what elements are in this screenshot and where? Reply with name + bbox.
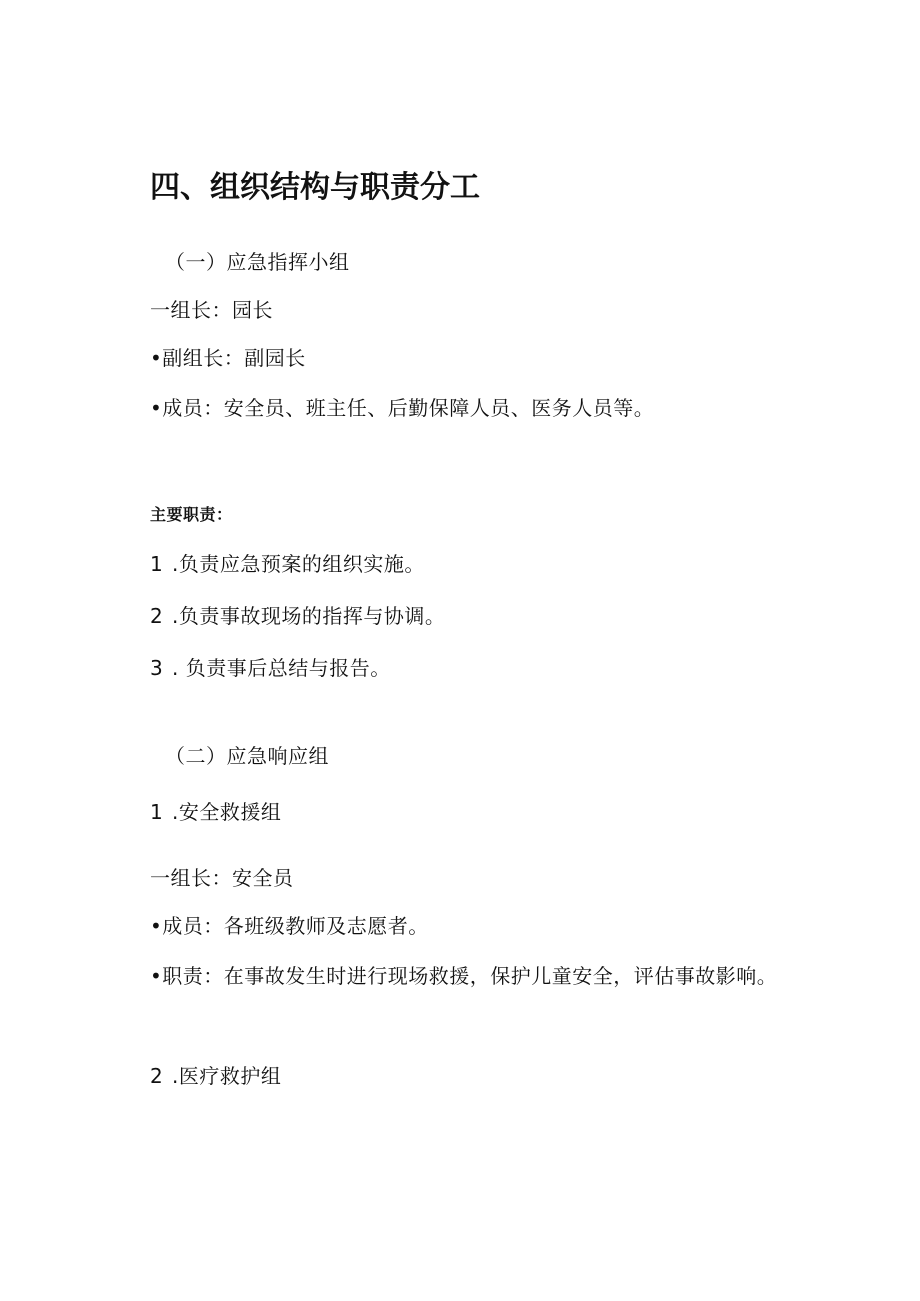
rescue-leader-line: 一组长：安全员 bbox=[150, 866, 294, 890]
leader-line: 一组长：园长 bbox=[150, 298, 273, 322]
group-title-medical bbox=[150, 1062, 281, 1090]
duty-number: 2 bbox=[150, 604, 164, 628]
rescue-members-line: •成员：各班级教师及志愿者。 bbox=[150, 914, 429, 938]
duty-text: .负责应急预案的组织实施。 bbox=[172, 552, 425, 576]
group-title-rescue bbox=[150, 798, 281, 826]
group-number: 2 bbox=[150, 1064, 164, 1088]
rescue-duty-line: •职责：在事故发生时进行现场救援，保护儿童安全，评估事故影响。 bbox=[150, 964, 778, 988]
members-line: •成员：安全员、班主任、后勤保障人员、医务人员等。 bbox=[150, 396, 655, 420]
group-number: 1 bbox=[150, 800, 164, 824]
duty-text: . 负责事后总结与报告。 bbox=[172, 656, 391, 680]
duty-item bbox=[150, 602, 445, 630]
group-title-text: .医疗救护组 bbox=[172, 1064, 282, 1088]
duty-number: 1 bbox=[150, 552, 164, 576]
duty-item bbox=[150, 654, 391, 682]
deputy-leader-line: •副组长：副园长 bbox=[150, 346, 306, 370]
duty-item bbox=[150, 550, 425, 578]
duties-label: 主要职责： bbox=[150, 505, 233, 524]
section-title: 四、组织结构与职责分工 bbox=[150, 170, 480, 205]
subsection-heading-command-group: （一）应急指挥小组 bbox=[165, 250, 350, 274]
duty-number: 3 bbox=[150, 656, 164, 680]
group-title-text: .安全救援组 bbox=[172, 800, 282, 824]
subsection-heading-response-group: （二）应急响应组 bbox=[165, 744, 329, 768]
duty-text: .负责事故现场的指挥与协调。 bbox=[172, 604, 446, 628]
